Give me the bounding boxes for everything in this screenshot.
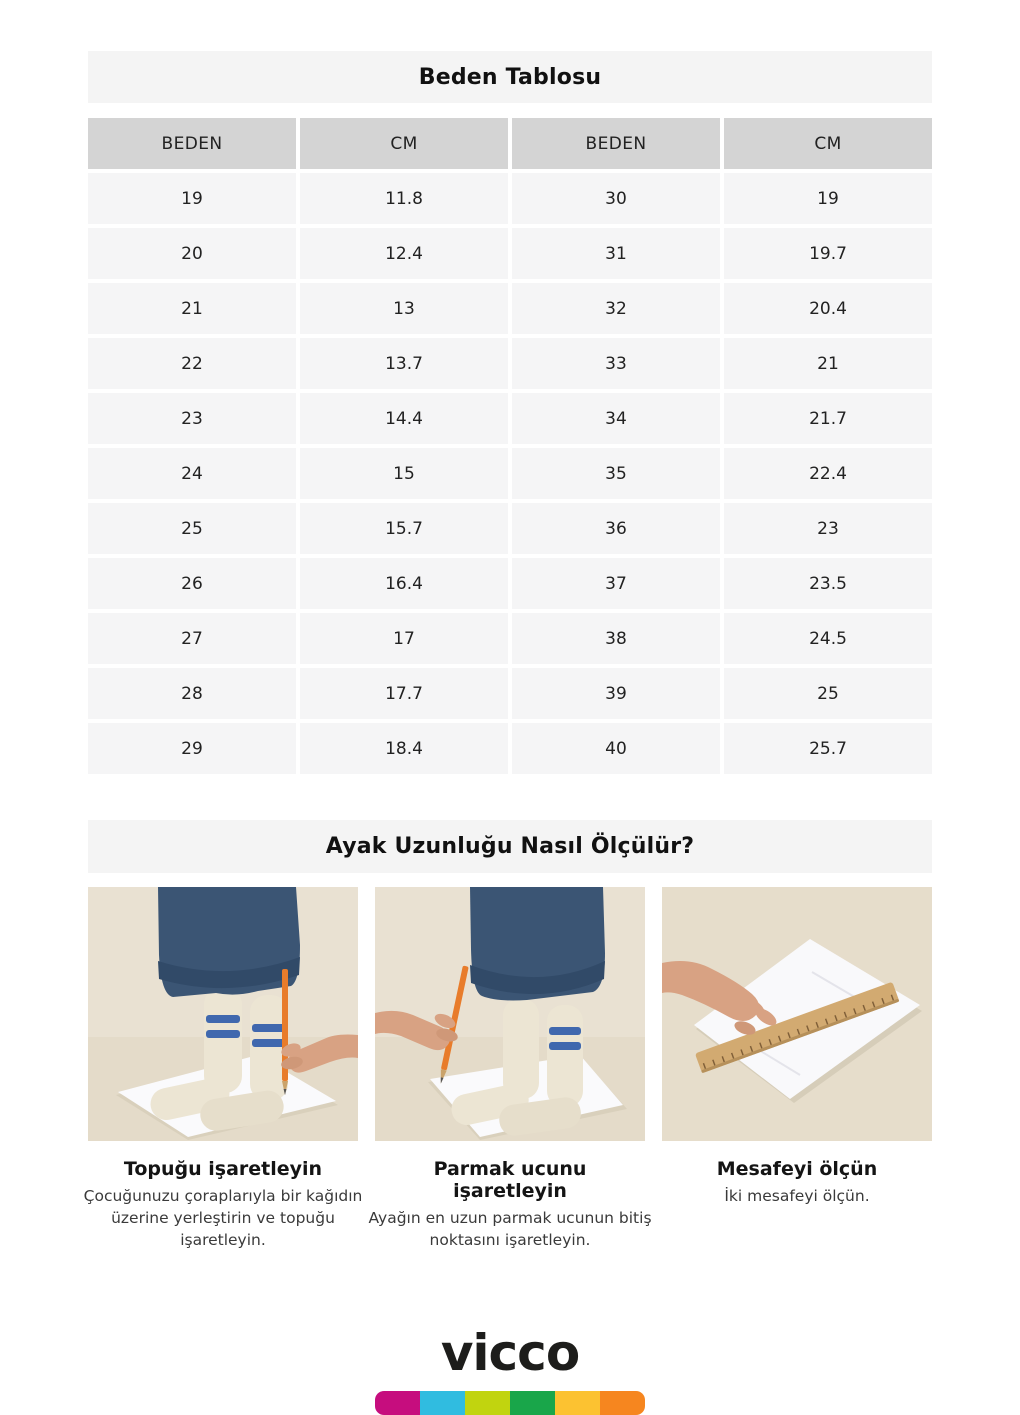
size-table-cell: 14.4 (300, 393, 508, 444)
brand-color-segment (375, 1391, 420, 1415)
size-table-cell: 17.7 (300, 668, 508, 719)
measure-steps (83, 887, 932, 1251)
size-table-grid (88, 118, 932, 774)
size-table-cell: 28 (88, 668, 296, 719)
size-table-cell: 15.7 (300, 503, 508, 554)
size-table-cell: 22 (88, 338, 296, 389)
size-table-cell: 31 (512, 228, 720, 279)
size-table-header-cell: BEDEN (512, 118, 720, 169)
size-table-cell: 16.4 (300, 558, 508, 609)
measure-section-title: Ayak Uzunluğu Nasıl Ölçülür? (325, 834, 695, 859)
size-table-cell: 32 (512, 283, 720, 334)
size-table-cell: 40 (512, 723, 720, 774)
size-table-cell: 37 (512, 558, 720, 609)
step-title-toe: Parmak ucunu işaretleyin (433, 1158, 587, 1202)
size-table-header-cell: CM (300, 118, 508, 169)
brand-color-segment (600, 1391, 645, 1415)
size-table-cell: 20.4 (724, 283, 932, 334)
measure-step-heel (83, 887, 363, 1251)
size-table-cell: 23.5 (724, 558, 932, 609)
mark-heel-photo (88, 887, 358, 1141)
brand-color-segment (510, 1391, 555, 1415)
size-table-cell: 18.4 (300, 723, 508, 774)
size-table-cell: 29 (88, 723, 296, 774)
size-table-cell: 35 (512, 448, 720, 499)
size-table-cell: 17 (300, 613, 508, 664)
size-table-cell: 38 (512, 613, 720, 664)
size-table-cell: 19 (724, 173, 932, 224)
size-table-cell: 15 (300, 448, 508, 499)
size-table-cell: 20 (88, 228, 296, 279)
size-table-cell: 25 (724, 668, 932, 719)
step-description-heel: Çocuğunuzu çoraplarıyla bir kağıdın üzerine yerleştirin ve topuğu işaretleyin. (83, 1187, 363, 1249)
mark-toe-photo (375, 887, 645, 1141)
size-table-cell: 27 (88, 613, 296, 664)
brand-logo: vicco (440, 1324, 580, 1382)
size-table-title: Beden Tablosu (418, 64, 602, 90)
size-table-cell: 36 (512, 503, 720, 554)
step-title-distance: Mesafeyi ölçün (716, 1158, 878, 1180)
size-table-cell: 21 (724, 338, 932, 389)
size-table-cell: 23 (88, 393, 296, 444)
size-table-cell: 30 (512, 173, 720, 224)
size-table-cell: 23 (724, 503, 932, 554)
size-table-cell: 24 (88, 448, 296, 499)
size-table-cell: 12.4 (300, 228, 508, 279)
measure-section-title-band (88, 820, 932, 873)
size-table-cell: 33 (512, 338, 720, 389)
brand-color-bar (375, 1391, 645, 1415)
size-table-cell: 21.7 (724, 393, 932, 444)
step-description-toe: Ayağın en uzun parmak ucunun bitiş noktasını işaretleyin. (368, 1209, 652, 1249)
size-table-cell: 25 (88, 503, 296, 554)
size-table-cell: 24.5 (724, 613, 932, 664)
size-table-cell: 13 (300, 283, 508, 334)
size-table-cell: 39 (512, 668, 720, 719)
brand-footer (0, 1324, 1020, 1415)
measure-distance-photo (662, 887, 932, 1141)
step-description-distance: İki mesafeyi ölçün. (724, 1187, 870, 1205)
measure-step-distance (662, 887, 932, 1251)
size-table-header-cell: BEDEN (88, 118, 296, 169)
size-table-header-cell: CM (724, 118, 932, 169)
size-table-cell: 11.8 (300, 173, 508, 224)
size-table-cell: 25.7 (724, 723, 932, 774)
step-title-heel: Topuğu işaretleyin (123, 1158, 323, 1180)
size-table-cell: 13.7 (300, 338, 508, 389)
size-table-cell: 19.7 (724, 228, 932, 279)
brand-color-segment (555, 1391, 600, 1415)
size-table-cell: 21 (88, 283, 296, 334)
size-table-cell: 26 (88, 558, 296, 609)
size-table-title-band (88, 51, 932, 103)
size-table-cell: 19 (88, 173, 296, 224)
size-table-cell: 34 (512, 393, 720, 444)
size-table-cell: 22.4 (724, 448, 932, 499)
brand-color-segment (420, 1391, 465, 1415)
brand-color-segment (465, 1391, 510, 1415)
measure-step-toe (368, 887, 652, 1251)
